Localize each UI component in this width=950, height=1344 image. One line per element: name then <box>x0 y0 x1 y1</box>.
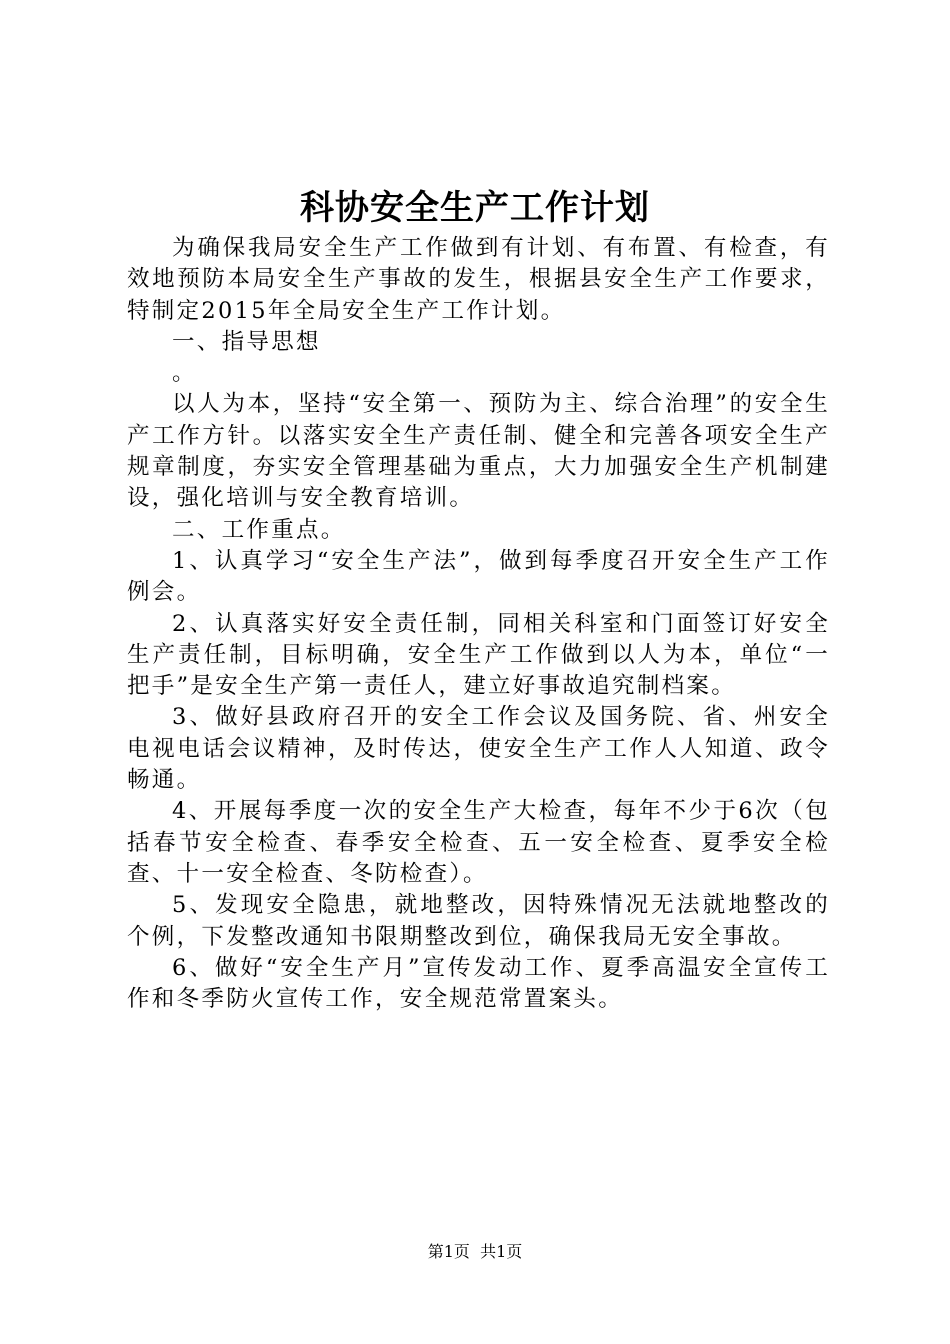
work-item-4: 4、开展每季度一次的安全生产大检查，每年不少于6次（包括春节安全检查、春季安全检查、五一安全检查、夏季安全检查、十一安全检查、冬防检查）。 <box>127 798 830 887</box>
guiding-thought-paragraph: 以人为本，坚持“安全第一、预防为主、综合治理”的安全生产工作方针。以落实安全生产责任制、健全和完善各项安全生产规章制度，夯实安全管理基础为重点，大力加强安全生产机制建设，强化培训与安全教育培训。 <box>127 391 830 512</box>
work-item-5: 5、发现安全隐患，就地整改，因特殊情况无法就地整改的个例，下发整改通知书限期整改到位，确保我局无安全事故。 <box>127 892 830 950</box>
work-item-1: 1、认真学习“安全生产法”，做到每季度召开安全生产工作例会。 <box>127 547 830 606</box>
page-number: 第1页 <box>427 1242 470 1261</box>
work-item-2: 2、认真落实好安全责任制，同相关科室和门面签订好安全生产责任制，目标明确，安全生产工作做到以人为本，单位“一把手”是安全生产第一责任人，建立好事故追究制档案。 <box>127 610 830 700</box>
stray-period: 。 <box>172 360 197 387</box>
page-total: 共1页 <box>480 1242 523 1261</box>
page-footer <box>0 1241 950 1263</box>
work-item-3: 3、做好县政府召开的安全工作会议及国务院、省、州安全电视电话会议精神，及时传达，使安全生产工作人人知道、政令畅通。 <box>127 704 830 794</box>
work-item-6: 6、做好“安全生产月”宣传发动工作、夏季高温安全宣传工作和冬季防火宣传工作，安全规范常置案头。 <box>127 954 830 1013</box>
section-heading-work-focus: 二、工作重点。 <box>172 516 346 543</box>
document-title: 科协安全生产工作计划 <box>300 188 650 228</box>
intro-paragraph: 为确保我局安全生产工作做到有计划、有布置、有检查，有效地预防本局安全生产事故的发生，根据县安全生产工作要求，特制定2015年全局安全生产工作计划。 <box>127 235 830 324</box>
section-heading-guiding-thought: 一、指导思想 <box>172 328 321 355</box>
document-body <box>127 233 830 1015</box>
